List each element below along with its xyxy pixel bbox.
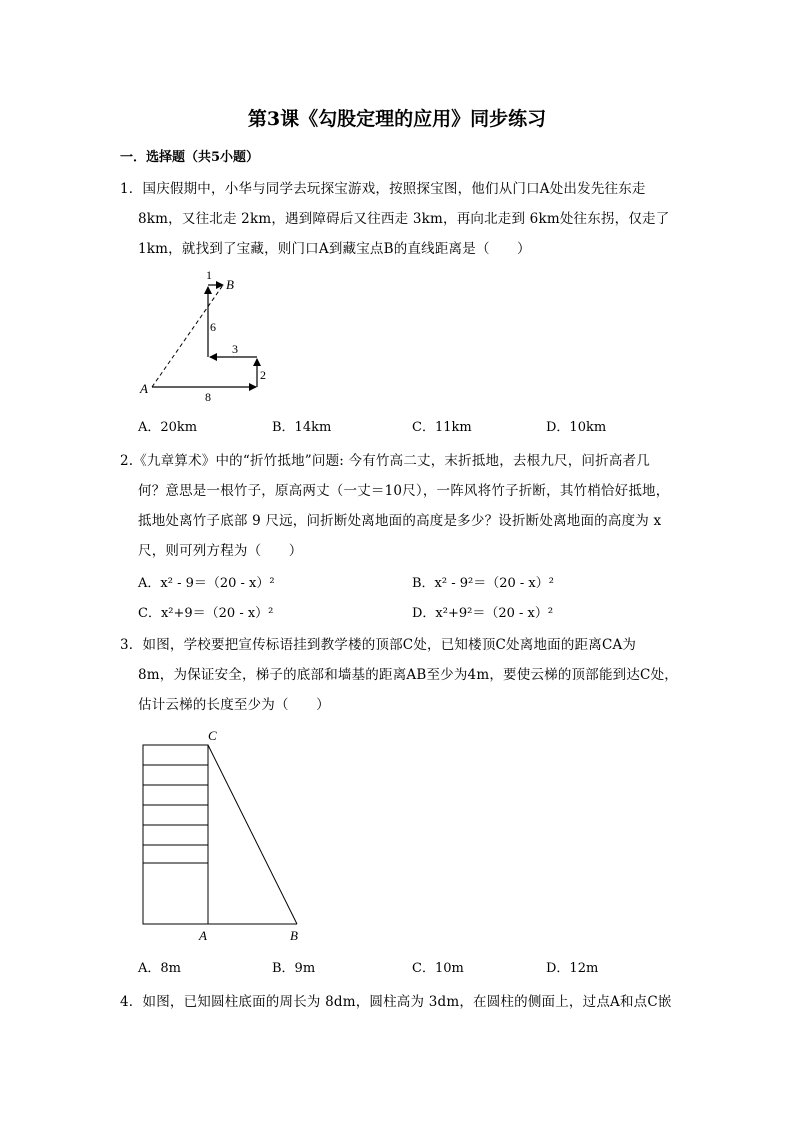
question-4-line-1: 4．如图，已知圆柱底面的周长为 8dm，圆柱高为 3dm，在圆柱的侧面上，过点A和点C嵌 (120, 994, 672, 1010)
label-point-a: A (199, 928, 207, 943)
label-segment-6: 6 (210, 320, 216, 334)
question-2-line-1: 2.《九章算术》中的“折竹抵地”问题: 今有竹高二丈，末折抵地，去根九尺，问折高者几 (120, 453, 650, 469)
label-segment-2: 2 (260, 368, 266, 382)
label-segment-8: 8 (205, 390, 211, 404)
label-point-c: C (208, 728, 217, 743)
question-2-option-d[interactable]: D．x²+9²＝（20 - x）² (412, 606, 554, 621)
question-2-line-4: 尺，则可列方程为（ ） (138, 543, 303, 559)
question-2-line-2: 何？意思是一根竹子，原高两丈（一丈＝10尺），一阵风将竹子折断，其竹梢恰好抵地， (138, 483, 670, 499)
question-3-figure (135, 725, 310, 945)
question-2-option-a[interactable]: A．x² - 9＝（20 - x）² (138, 576, 275, 591)
ladder-line-c-b (208, 745, 297, 924)
question-1-figure (130, 265, 290, 410)
question-1-option-c[interactable]: C．11km (412, 420, 472, 435)
question-2-option-b[interactable]: B．x² - 9²＝（20 - x）² (412, 576, 554, 591)
question-1-option-d[interactable]: D．10km (546, 420, 607, 435)
building-outline (143, 745, 208, 924)
question-3-line-1: 3．如图，学校要把宣传标语挂到教学楼的顶部C处，已知楼顶C处离地面的距离CA为 (120, 637, 637, 653)
label-point-a: A (140, 381, 148, 396)
question-1-option-b[interactable]: B．14km (272, 420, 332, 435)
question-1-line-1: 1．国庆假期中，小华与同学去玩探宝游戏，按照探宝图，他们从门口A处出发先往东走 (120, 181, 646, 197)
section-heading: 一．选择题（共5小题） (120, 150, 260, 165)
label-point-b: B (226, 277, 234, 292)
question-3-option-c[interactable]: C．10m (412, 961, 464, 976)
question-1-line-2: 8km，又往北走 2km，遇到障碍后又往西走 3km，再向北走到 6km处往东拐，仅走了 (138, 211, 670, 227)
question-1-line-3: 1km，就找到了宝藏，则门口A到藏宝点B的直线距离是（ ） (138, 241, 531, 257)
question-3-option-b[interactable]: B．9m (272, 961, 316, 976)
question-2-option-c[interactable]: C．x²+9＝（20 - x）² (138, 606, 274, 621)
question-3-option-a[interactable]: A．8m (138, 961, 181, 976)
question-3-line-2: 8m，为保证安全，梯子的底部和墙基的距离AB至少为4m，要使云梯的顶部能到达C处， (138, 667, 678, 683)
label-segment-3: 3 (232, 342, 238, 356)
page-title: 第3课《勾股定理的应用》同步练习 (247, 108, 547, 130)
dashed-line-a-b (152, 285, 223, 387)
question-1-option-a[interactable]: A．20km (138, 420, 198, 435)
question-3-line-3: 估计云梯的长度至少为（ ） (138, 697, 330, 713)
question-2-line-3: 抵地处离竹子底部 9 尺远，问折断处离地面的高度是多少？设折断处离地面的高度为 x (138, 513, 662, 529)
label-segment-1: 1 (206, 268, 212, 282)
question-3-option-d[interactable]: D．12m (546, 961, 599, 976)
label-point-b: B (290, 928, 298, 943)
